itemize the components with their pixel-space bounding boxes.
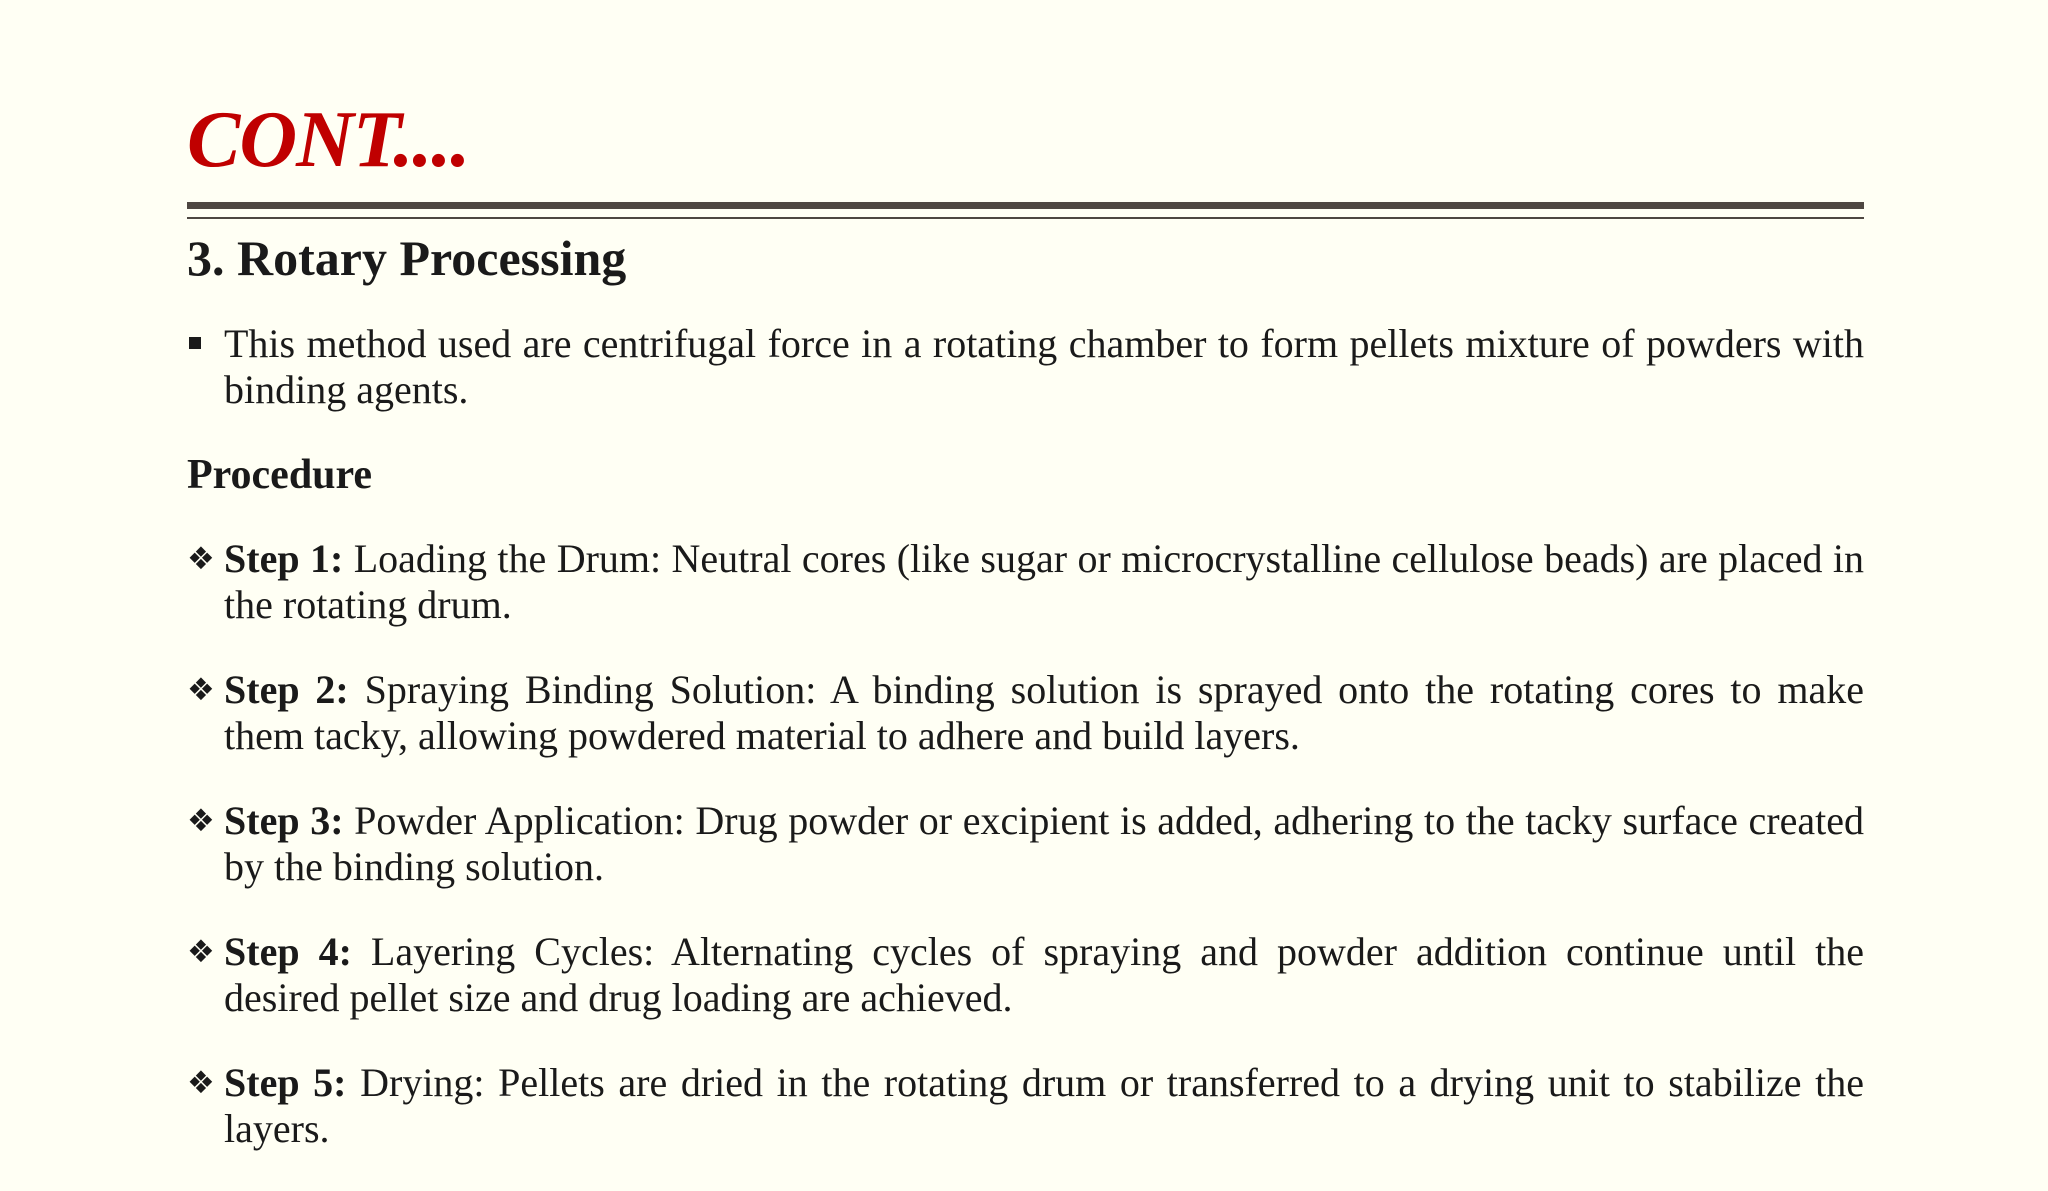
step-text: Drying: Pellets are dried in the rotating drum or transferred to a drying unit to stabilize the layers. xyxy=(224,1060,1865,1151)
step-label: Step 4: xyxy=(224,929,352,974)
intro-paragraph xyxy=(187,321,1864,413)
title-divider-thin xyxy=(187,217,1864,219)
step-item xyxy=(187,798,1864,890)
step-label: Step 3: xyxy=(224,798,344,843)
square-bullet-icon xyxy=(189,337,201,349)
step-label: Step 1: xyxy=(224,536,344,581)
procedure-heading: Procedure xyxy=(187,452,373,498)
intro-bullet xyxy=(187,321,1864,413)
four-diamond-bullet-icon: ❖ xyxy=(187,541,215,577)
step-label: Step 2: xyxy=(224,667,349,712)
step-item xyxy=(187,536,1864,628)
step-text: Layering Cycles: Alternating cycles of spraying and powder addition continue until the desired pellet size and drug loading are achieved. xyxy=(224,929,1865,1020)
four-diamond-bullet-icon: ❖ xyxy=(187,934,215,970)
intro-text: This method used are centrifugal force in a rotating chamber to form pellets mixture of powders with binding agents. xyxy=(224,321,1864,412)
section-heading: 3. Rotary Processing xyxy=(187,230,627,286)
title-divider-thick xyxy=(187,202,1864,209)
step-list xyxy=(187,536,1864,1191)
four-diamond-bullet-icon: ❖ xyxy=(187,1065,215,1101)
four-diamond-bullet-icon: ❖ xyxy=(187,803,215,839)
step-item xyxy=(187,667,1864,759)
step-item xyxy=(187,1060,1864,1152)
step-text: Loading the Drum: Neutral cores (like sugar or microcrystalline cellulose beads) are placed in the rotating drum. xyxy=(224,536,1865,627)
slide-title: CONT.... xyxy=(187,96,470,184)
step-item xyxy=(187,929,1864,1021)
four-diamond-bullet-icon: ❖ xyxy=(187,672,215,708)
step-text: Spraying Binding Solution: A binding solution is sprayed onto the rotating cores to make them tacky, allowing powdered material to adhere and build layers. xyxy=(224,667,1864,758)
step-text: Powder Application: Drug powder or excipient is added, adhering to the tacky surface created by the binding solution. xyxy=(224,798,1865,889)
step-label: Step 5: xyxy=(224,1060,347,1105)
